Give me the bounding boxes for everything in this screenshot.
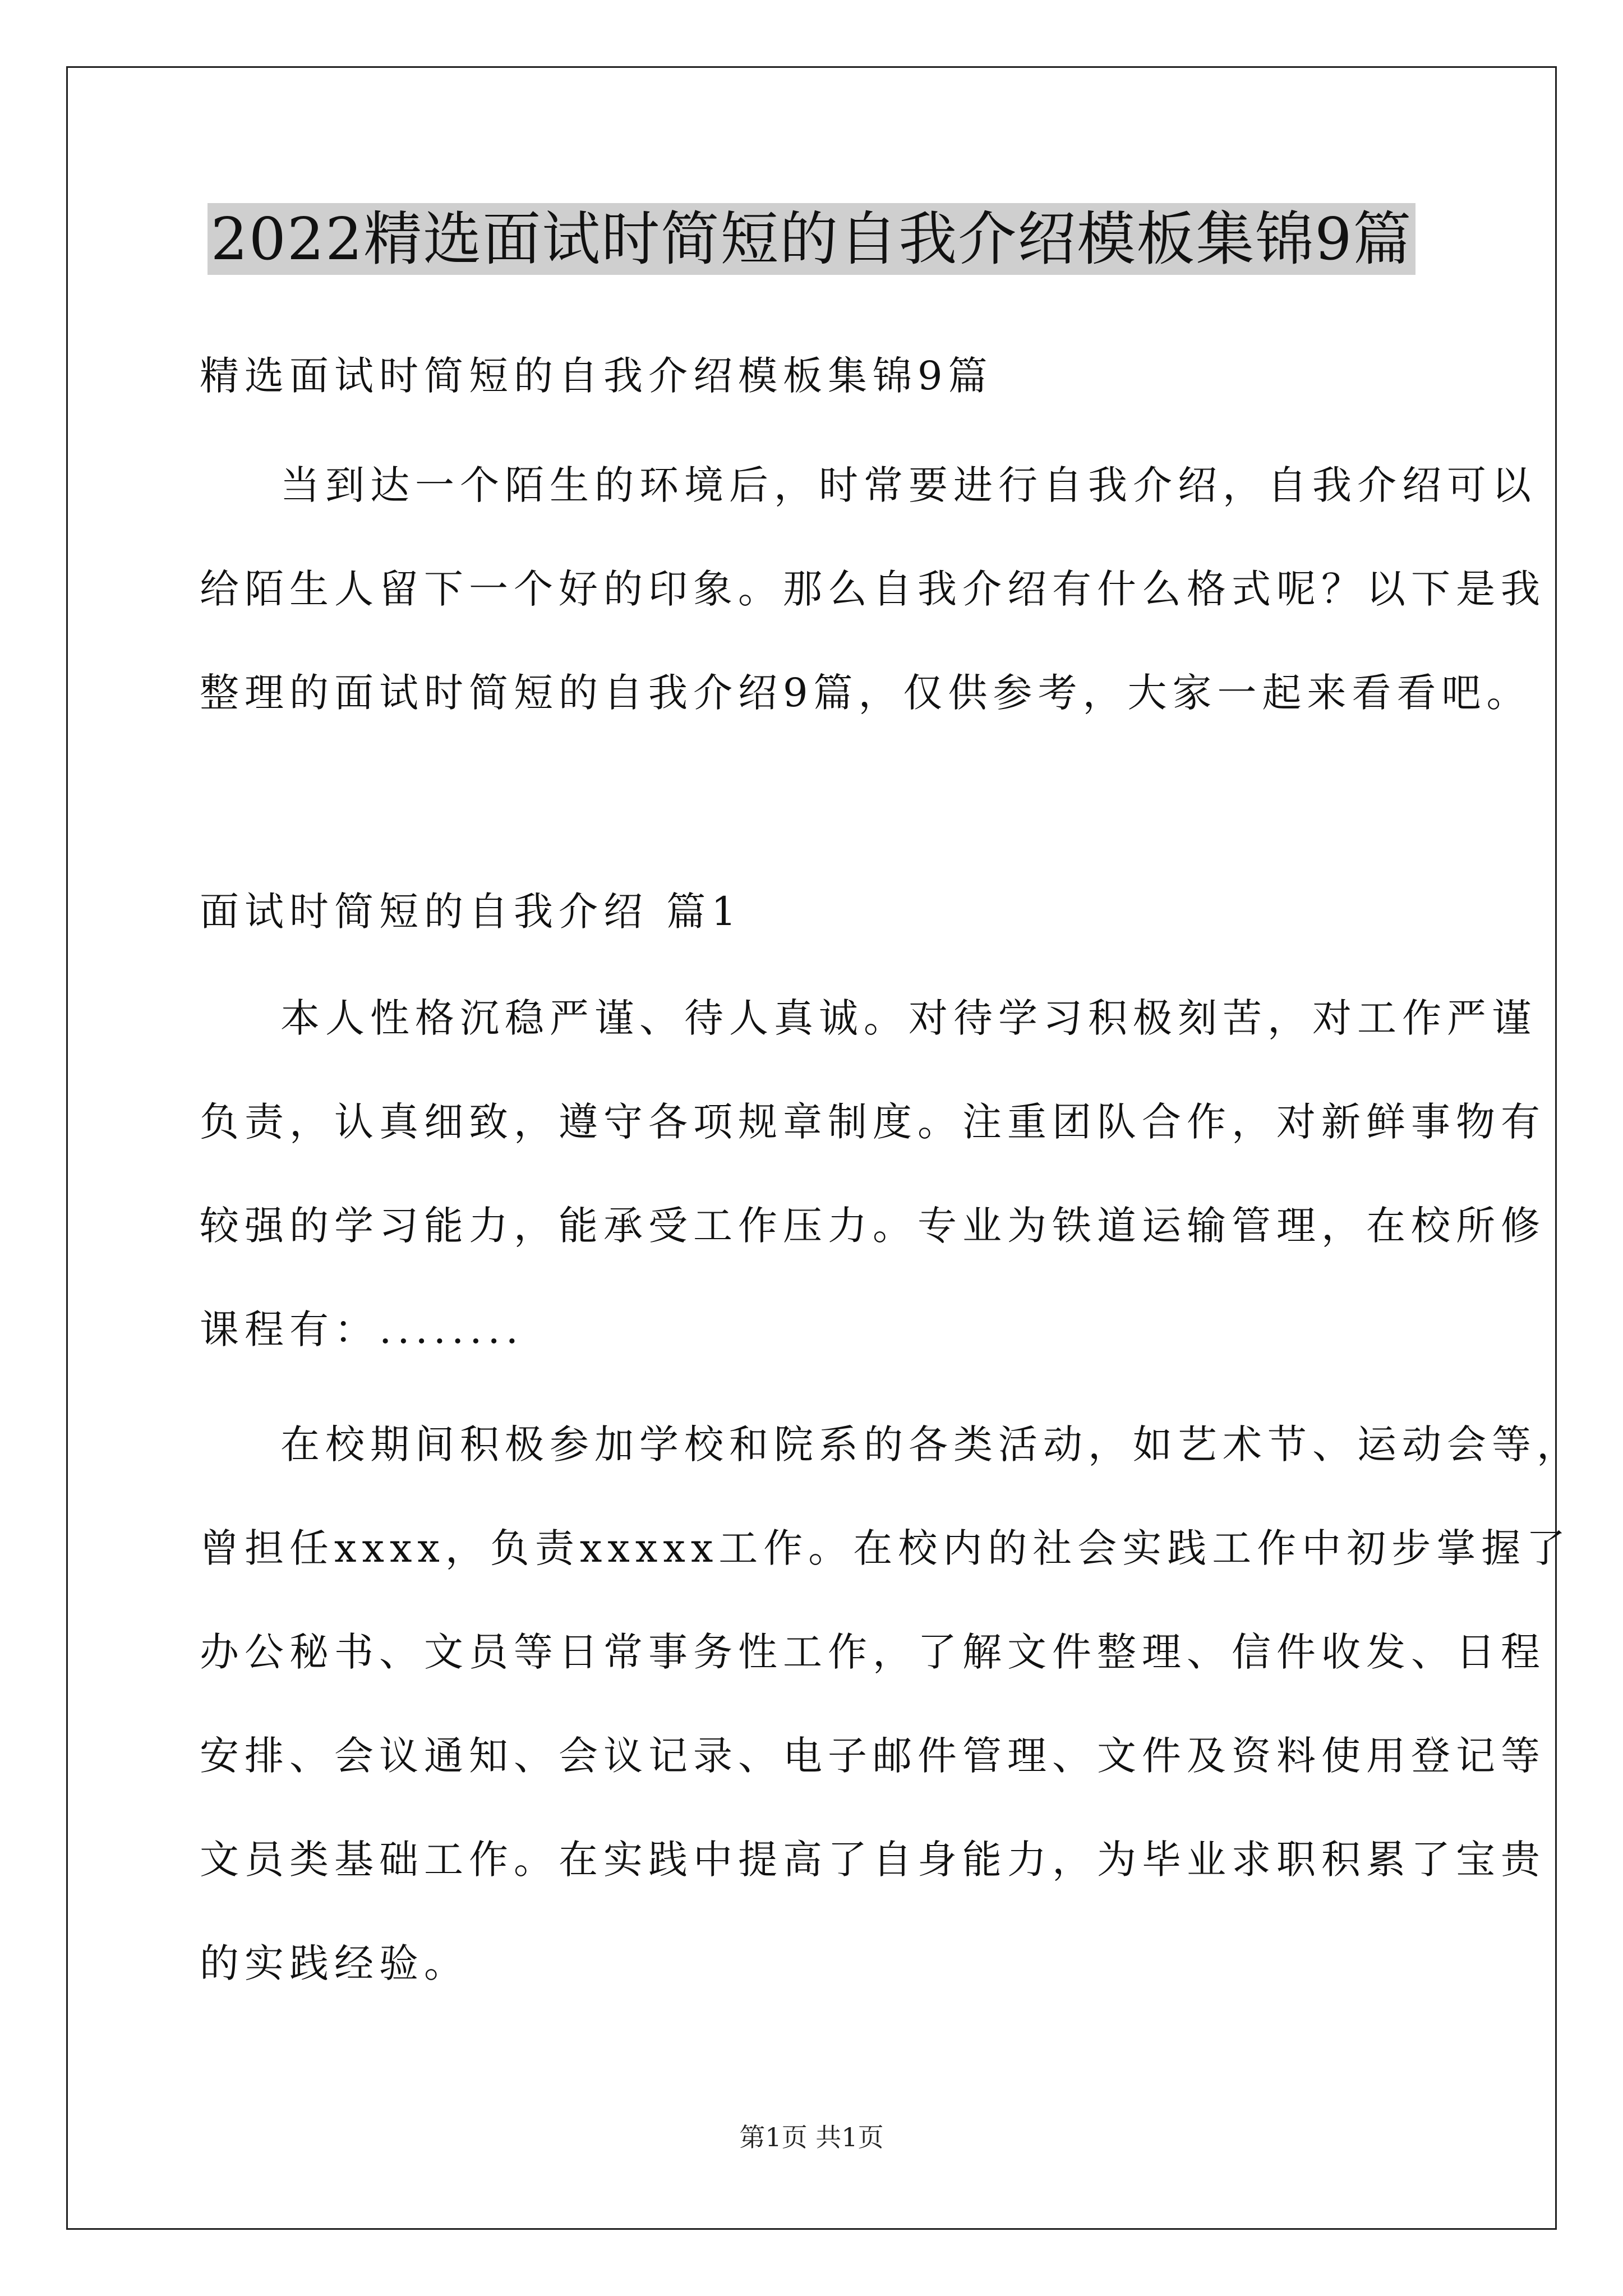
page-footer: 第1页 共1页 <box>739 2122 884 2152</box>
para2-line-4: 安排、会议通知、会议记录、电子邮件管理、文件及资料使用登记等 <box>200 1733 1546 1779</box>
document-title: 2022精选面试时简短的自我介绍模板集锦9篇 <box>208 203 1416 275</box>
para2-line-3: 办公秘书、文员等日常事务性工作，了解文件整理、信件收发、日程 <box>200 1629 1546 1675</box>
para2-line-6: 的实践经验。 <box>200 1940 469 1986</box>
document-subtitle: 精选面试时简短的自我介绍模板集锦9篇 <box>200 353 993 399</box>
para2-line-5: 文员类基础工作。在实践中提高了自身能力，为毕业求职积累了宝贵 <box>200 1837 1546 1883</box>
intro-line-3: 整理的面试时简短的自我介绍9篇，仅供参考，大家一起来看看吧。 <box>200 670 1532 716</box>
section-heading: 面试时简短的自我介绍 篇1 <box>200 889 742 935</box>
para1-line-4: 课程有：........ <box>200 1306 524 1352</box>
title-container <box>0 203 1623 275</box>
intro-line-2: 给陌生人留下一个好的印象。那么自我介绍有什么格式呢？以下是我 <box>200 566 1546 612</box>
para2-line-2: 曾担任xxxx，负责xxxxx工作。在校内的社会实践工作中初步掌握了 <box>200 1525 1571 1571</box>
para2-line-1: 在校期间积极参加学校和院系的各类活动，如艺术节、运动会等， <box>280 1421 1581 1467</box>
intro-line-1: 当到达一个陌生的环境后，时常要进行自我介绍，自我介绍可以 <box>280 462 1537 508</box>
para1-line-2: 负责，认真细致，遵守各项规章制度。注重团队合作，对新鲜事物有 <box>200 1099 1546 1145</box>
para1-line-3: 较强的学习能力，能承受工作压力。专业为铁道运输管理，在校所修 <box>200 1203 1546 1249</box>
para1-line-1: 本人性格沉稳严谨、待人真诚。对待学习积极刻苦，对工作严谨 <box>280 995 1537 1041</box>
